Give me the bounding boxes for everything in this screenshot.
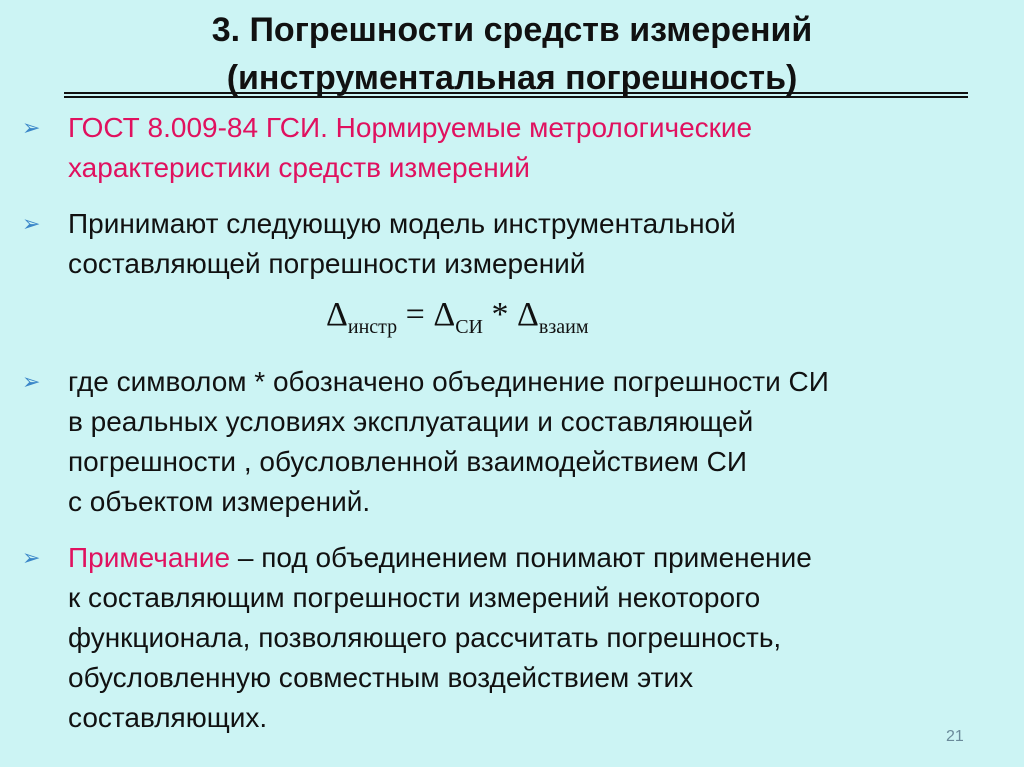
- bullet-line: ГОСТ 8.009-84 ГСИ. Нормируемые метрологические: [68, 112, 753, 143]
- title-underline-bottom: [64, 96, 968, 98]
- equals-sign: =: [397, 296, 434, 333]
- bullet-symbol-explanation: [22, 362, 1002, 522]
- arrow-bullet-icon: ➢: [22, 115, 41, 140]
- bullet-line: в реальных условиях эксплуатации и составляющей: [68, 406, 754, 437]
- bullet-text: [68, 108, 1002, 188]
- operator-symbol: *: [483, 296, 518, 333]
- bullet-text: [68, 362, 1002, 522]
- bullet-line: где символом * обозначено объединение погрешности СИ: [68, 366, 829, 397]
- title-line-2: (инструментальная погрешность): [226, 59, 798, 97]
- delta-symbol: Δ: [326, 296, 348, 333]
- bullet-gost: [22, 108, 1002, 188]
- delta-symbol: Δ: [517, 296, 539, 333]
- title-underline-top: [64, 92, 968, 94]
- note-text: – под объединением понимают применение: [230, 542, 812, 573]
- bullet-text: [68, 538, 1002, 738]
- bullet-line: составляющих.: [68, 702, 268, 733]
- bullet-line: обусловленную совместным воздействием этих: [68, 662, 694, 693]
- bullet-model: [22, 204, 1002, 284]
- formula: [326, 296, 588, 339]
- bullet-line: погрешности , обусловленной взаимодействием СИ: [68, 446, 748, 477]
- subscript-vzaim: взаим: [538, 316, 589, 338]
- bullet-line: [68, 538, 1002, 578]
- arrow-bullet-icon: ➢: [22, 211, 41, 236]
- delta-symbol: Δ: [433, 296, 456, 333]
- title-line-1: 3. Погрешности средств измерений: [211, 11, 813, 49]
- subscript-si: СИ: [455, 316, 484, 338]
- bullet-line: Принимают следующую модель инструментальной: [68, 208, 736, 239]
- slide-title: [0, 6, 1024, 102]
- bullet-line: функционала, позволяющего рассчитать погрешность,: [68, 622, 782, 653]
- bullet-line: с объектом измерений.: [68, 486, 371, 517]
- subscript-instr: инстр: [347, 316, 398, 338]
- arrow-bullet-icon: ➢: [22, 545, 41, 570]
- bullet-note: [22, 538, 1002, 738]
- bullet-line: к составляющим погрешности измерений некоторого: [68, 582, 761, 613]
- arrow-bullet-icon: ➢: [22, 369, 41, 394]
- bullet-line: характеристики средств измерений: [68, 152, 530, 183]
- note-label: Примечание: [68, 542, 231, 573]
- bullet-line: составляющей погрешности измерений: [68, 248, 586, 279]
- bullet-text: [68, 204, 1002, 284]
- page-number: 21: [946, 728, 964, 745]
